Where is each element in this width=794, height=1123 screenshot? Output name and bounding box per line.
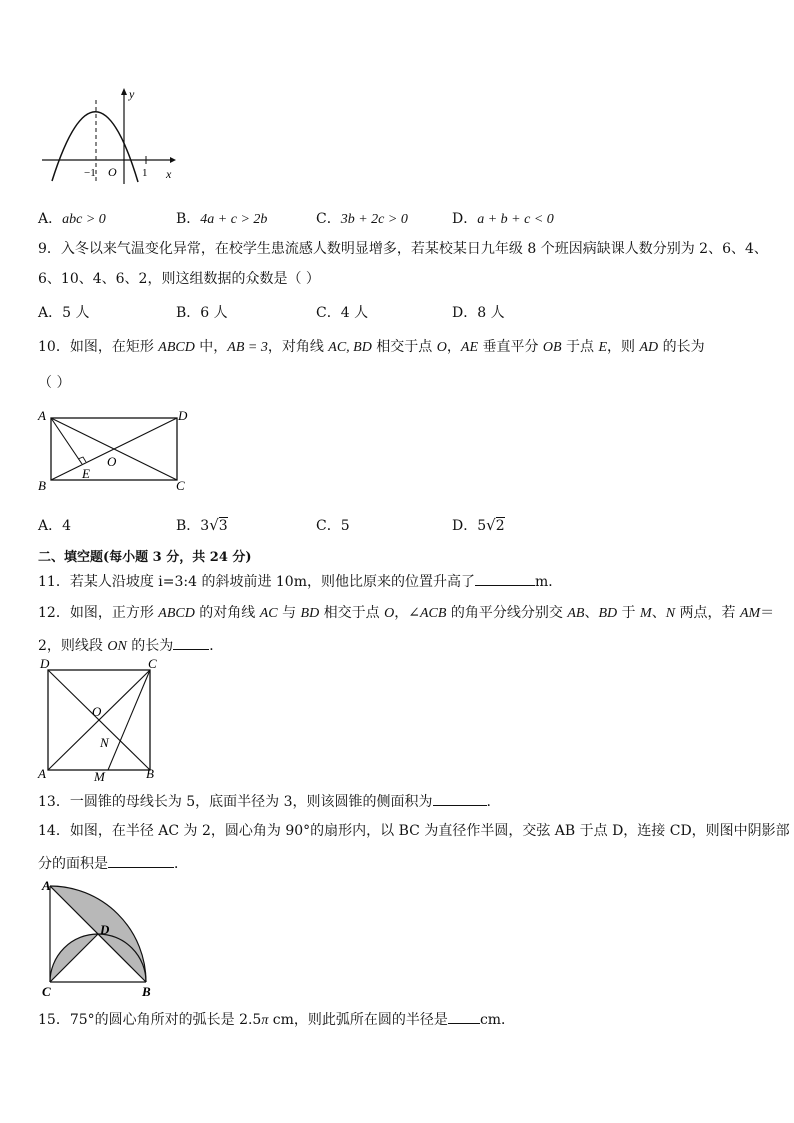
label-m: M [94,769,105,782]
q8-option-b: B．4a + c > 2b [176,211,268,227]
label-n: N [100,735,109,750]
q13-blank[interactable] [433,792,487,806]
y-label: y [129,87,135,101]
q8-option-c: C．3b + 2c > 0 [316,211,408,227]
label-c: C [148,656,157,671]
sector-figure [38,876,164,1000]
label-c: C [176,478,185,493]
q14-line1: 14．如图，在半径 AC 为 2，圆心角为 90°的扇形内，以 BC 为直径作半圆，交弦 AB 于点 D，连接 CD，则图中阴影部 [38,823,790,839]
x-axis-arrow [170,157,176,163]
q10-option-c: C．5 [316,518,350,534]
q9-line2: 6、10、4、6、2，则这组数据的众数是（ ） [38,271,320,287]
label-e: E [82,466,90,481]
q15-text: 15．75°的圆心角所对的弧长是 2.5π cm，则此弧所在圆的半径是 cm． [38,1012,516,1028]
q10-line1: 10．如图，在矩形 ABCD 中，AB = 3，对角线 AC, BD 相交于点 O，AE 垂直平分 OB 于点 E，则 AD 的长为 [38,339,705,355]
q10-option-b: B．3√3 [176,516,228,534]
label-c: C [42,984,51,999]
label-a: A [42,878,51,893]
q9-option-a: A．5 人 [38,305,90,321]
label-b: B [142,984,151,999]
label-o: O [107,454,117,469]
segment-ae [51,418,82,464]
q9-option-c: C．4 人 [316,305,369,321]
section-title: 二、填空题(每小题 3 分，共 24 分) [38,550,252,565]
q8-option-d: D．a + b + c < 0 [452,211,554,227]
label-b: B [38,478,46,493]
label-d: D [178,408,188,423]
q12-line1: 12．如图，正方形 ABCD 的对角线 AC 与 BD 相交于点 O，∠ACB 的角平分线分别交 AB、BD 于 M、N 两点，若 AM＝ [38,605,775,621]
q11-blank[interactable] [475,572,535,586]
q12-blank[interactable] [173,636,209,650]
q8-option-a: A．abc > 0 [38,211,106,227]
q10-option-a: A．4 [38,518,72,534]
label-d: D [100,922,110,937]
q10-paren: （ ） [38,375,71,391]
q15-blank[interactable] [448,1010,480,1024]
bisector-cm [108,670,150,770]
label-d: D [40,656,50,671]
rectangle-figure [36,406,196,494]
label-o: O [92,704,102,719]
q9-line1: 9．入冬以来气温变化异常，在校学生患流感人数明显增多，若某校某日九年级 8 个班因病缺课人数分别为 2、6、4、 [38,241,768,257]
q10-option-d: D．5√2 [452,516,505,534]
x-label: x [166,167,172,181]
origin-label: O [108,165,117,179]
parabola-graph [38,86,178,186]
square-figure [36,656,164,782]
q12-line2: 2，则线段 ON 的长为 ． [38,638,224,654]
q11-text: 11．若某人沿坡度 i=3:4 的斜坡前进 10m，则他比原来的位置升高了 m． [38,574,563,590]
label-a: A [38,408,46,423]
q14-blank[interactable] [108,854,174,868]
label-a: A [38,766,46,781]
q9-option-d: D．8 人 [452,305,505,321]
q9-option-b: B．6 人 [176,305,228,321]
q14-line2: 分的面积是 ． [38,856,188,872]
label-b: B [146,766,154,781]
q13-text: 13．一圆锥的母线长为 5，底面半径为 3，则该圆锥的侧面积为 . [38,794,491,810]
y-axis-arrow [121,88,127,95]
tick-pos1-label: 1 [142,167,148,179]
tick-neg1-label: −1 [84,167,96,179]
